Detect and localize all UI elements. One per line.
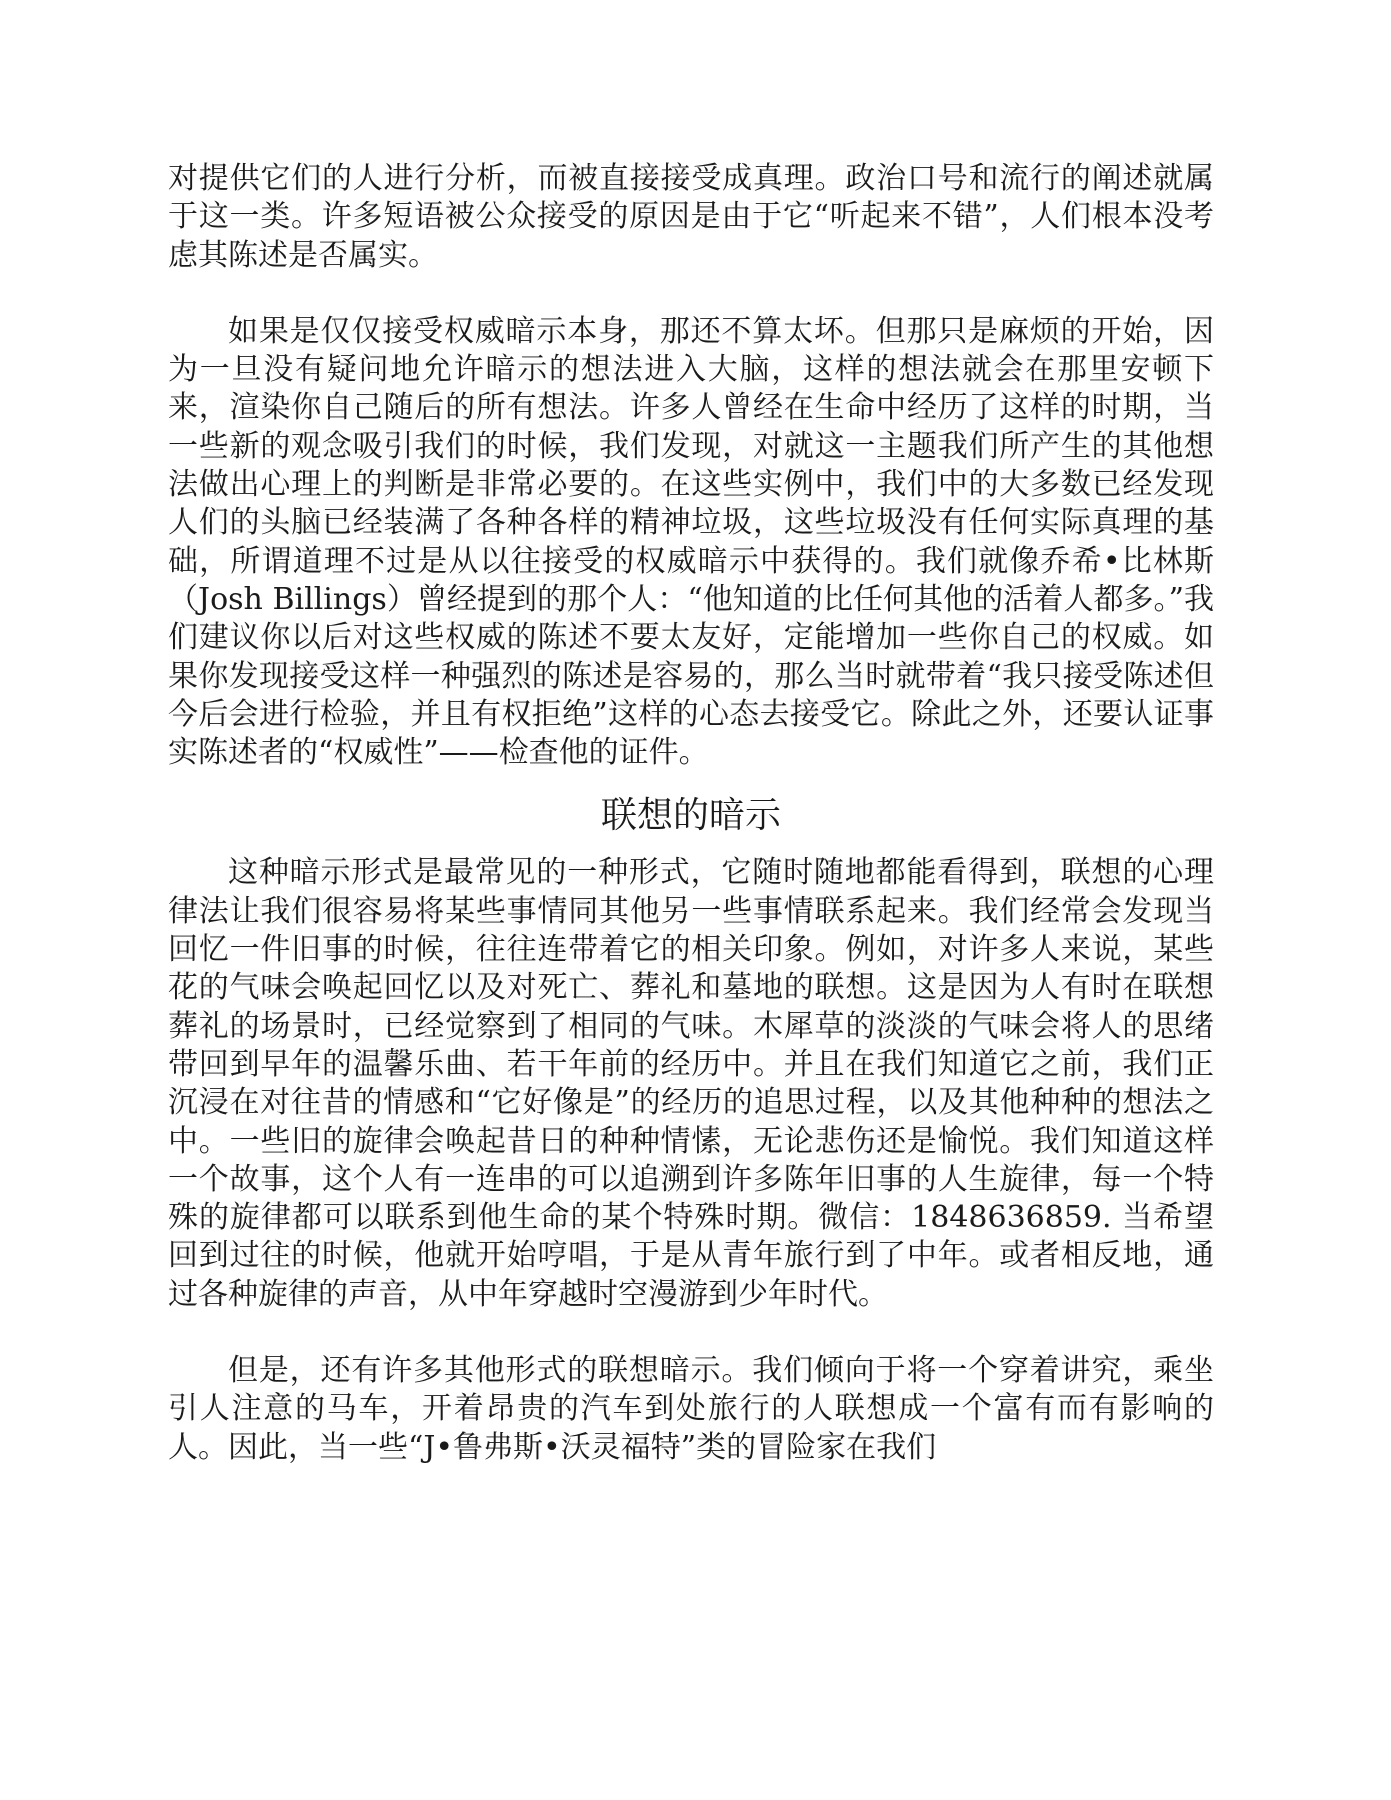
section-heading: 联想的暗示	[600, 795, 781, 837]
paragraph-association-suggestion: 这种暗示形式是最常见的一种形式，它随时随地都能看得到，联想的心理律法让我们很容易将某些事情同其他另一些事情联系起来。我们经常会发现当回忆一件旧事的时候，往往连带着它的相关印象。例如，对许多人来说，某些花的气味会唤起回忆以及对死亡、葬礼和墓地的联想。这是因为人有时在联想葬礼的场景时，已经觉察到了相同的气味。木犀草的淡淡的气味会将人的思绪带回到早年的温馨乐曲、若干年前的经历中。并且在我们知道它之前，我们正沉浸在对往昔的情感和“它好像是”的经历的追思过程，以及其他种种的想法之中。一些旧的旋律会唤起昔日的种种情愫，无论悲伤还是愉悦。我们知道这样一个故事，这个人有一连串的可以追溯到许多陈年旧事的人生旋律，每一个特殊的旋律都可以联系到他生命的某个特殊时期。微信：1848636859. 当希望回到过往的时候，他就开始哼唱，于是从青年旅行到了中年。或者相反地，通过各种旋律的声音，从中年穿越时空漫游到少年时代。	[168, 855, 1214, 1312]
paragraph-other-associations: 但是，还有许多其他形式的联想暗示。我们倾向于将一个穿着讲究，乘坐引人注意的马车，开着昂贵的汽车到处旅行的人联想成一个富有而有影响的人。因此，当一些“J•鲁弗斯•沃灵福特”类的冒险家在我们	[168, 1353, 1214, 1465]
paragraph-continuation: 对提供它们的人进行分析，而被直接接受成真理。政治口号和流行的阐述就属于这一类。许多短语被公众接受的原因是由于它“听起来不错”，人们根本没考虑其陈述是否属实。	[168, 161, 1214, 273]
paragraph-authority-suggestion: 如果是仅仅接受权威暗示本身，那还不算太坏。但那只是麻烦的开始，因为一旦没有疑问地允许暗示的想法进入大脑，这样的想法就会在那里安顿下来，渲染你自己随后的所有想法。许多人曾经在生命中经历了这样的时期，当一些新的观念吸引我们的时候，我们发现，对就这一主题我们所产生的其他想法做出心理上的判断是非常必要的。在这些实例中，我们中的大多数已经发现人们的头脑已经装满了各种各样的精神垃圾，这些垃圾没有任何实际真理的基础，所谓道理不过是从以往接受的权威暗示中获得的。我们就像乔希•比林斯（Josh Billings）曾经提到的那个人：“他知道的比任何其他的活着人都多。”我们建议你以后对这些权威的陈述不要太友好，定能增加一些你自己的权威。如果你发现接受这样一种强烈的陈述是容易的，那么当时就带着“我只接受陈述但今后会进行检验，并且有权拒绝”这样的心态去接受它。除此之外，还要认证事实陈述者的“权威性”——检查他的证件。	[168, 313, 1214, 771]
paragraph-spacer	[168, 1314, 1214, 1352]
document-body	[168, 160, 1214, 1467]
paragraph-spacer	[168, 275, 1214, 313]
